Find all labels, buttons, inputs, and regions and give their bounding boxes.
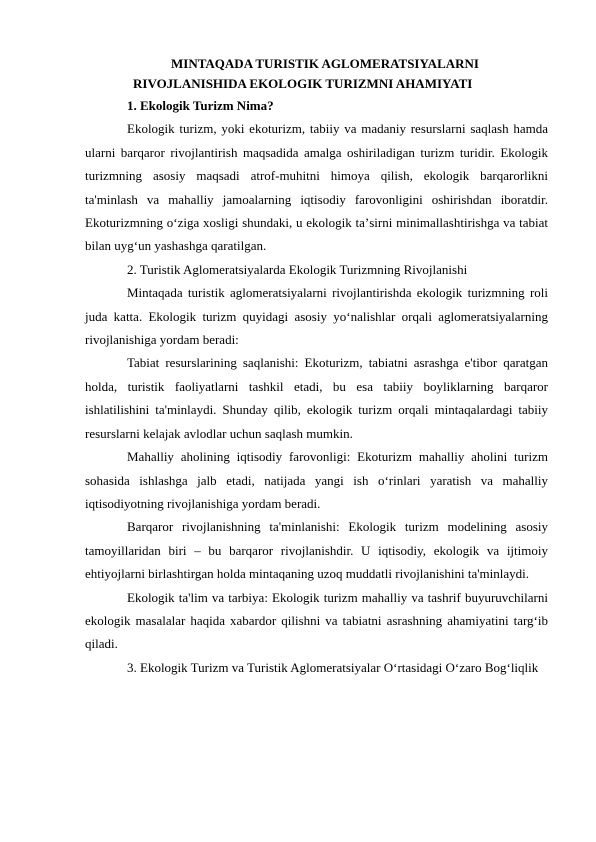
paragraph-nature-resources: Tabiat resurslarining saqlanishi: Ekoturizm, tabiatni asrashga e'tibor qaratgan holda, turistik faoliyatlarni tashkil etadi, bu esa tabiiy boyliklarning barqaror ishlatilishini ta'minlaydi. Shunday qilib, ekologik turizm orqali mintaqalardagi tabiiy resurslarni kelajak avlodlar uchun saqlash mumkin. [85, 355, 548, 441]
section-heading-3: 3. Ekologik Turizm va Turistik Aglomeratsiyalar Oʻrtasidagi Oʻzaro Bogʻliqlik [127, 659, 539, 675]
section-heading-1: 1. Ekologik Turizm Nima? [127, 98, 274, 113]
paragraph-agglomeration-role: Mintaqada turistik aglomeratsiyalarni rivojlantirishda ekologik turizmning roli juda katta. Ekologik turizm quyidagi asosiy yoʻnalishlar orqali aglomeratsiyalarning rivojlanishiga yordam beradi: [85, 285, 548, 348]
section-heading-2: 2. Turistik Aglomeratsiyalarda Ekologik Turizmning Rivojlanishi [127, 261, 468, 277]
document-title-line-2: RIVOJLANISHIDA EKOLOGIK TURIZMNI AHAMIYATI [133, 76, 473, 91]
document-title-line-1: MINTAQADA TURISTIK AGLOMERATSIYALARNI [171, 56, 479, 71]
paragraph-ecotourism-definition: Ekologik turizm, yoki ekoturizm, tabiiy va madaniy resurslarni saqlash hamda ularni barqaror rivojlantirish maqsadida amalga oshiriladigan turizm turidir. Ekologik turizmning asosiy maqsadi atrof-muhitni himoya qilish, ekologik barqarorlikni ta'minlash va mahalliy jamoalarning iqtisodiy farovonligini oshirishdan iboratdir. Ekoturizmning oʻziga xosligi shundaki, u ekologik taʼsirni minimallashtirishga va tabiat bilan uygʻun yashashga qaratilgan. [85, 121, 548, 254]
paragraph-ecological-education: Ekologik ta'lim va tarbiya: Ekologik turizm mahalliy va tashrif buyuruvchilarni ekologik masalalar haqida xabardor qilishni va tabiatni asrashning ahamiyatini targʻib qiladi. [85, 589, 548, 652]
paragraph-local-welfare: Mahalliy aholining iqtisodiy farovonligi: Ekoturizm mahalliy aholini turizm sohasida ishlashga jalb etadi, natijada yangi ish oʻrinlari yaratish va mahalliy iqtisodiyotning rivojlanishiga yordam beradi. [85, 449, 548, 511]
paragraph-sustainable-development: Barqaror rivojlanishning ta'minlanishi: Ekologik turizm modelining asosiy tamoyillaridan biri – bu barqaror rivojlanishdir. U iqtisodiy, ekologik va ijtimoiy ehtiyojlarni birlashtirgan holda mintaqaning uzoq muddatli rivojlanishini ta'minlaydi. [85, 519, 548, 582]
